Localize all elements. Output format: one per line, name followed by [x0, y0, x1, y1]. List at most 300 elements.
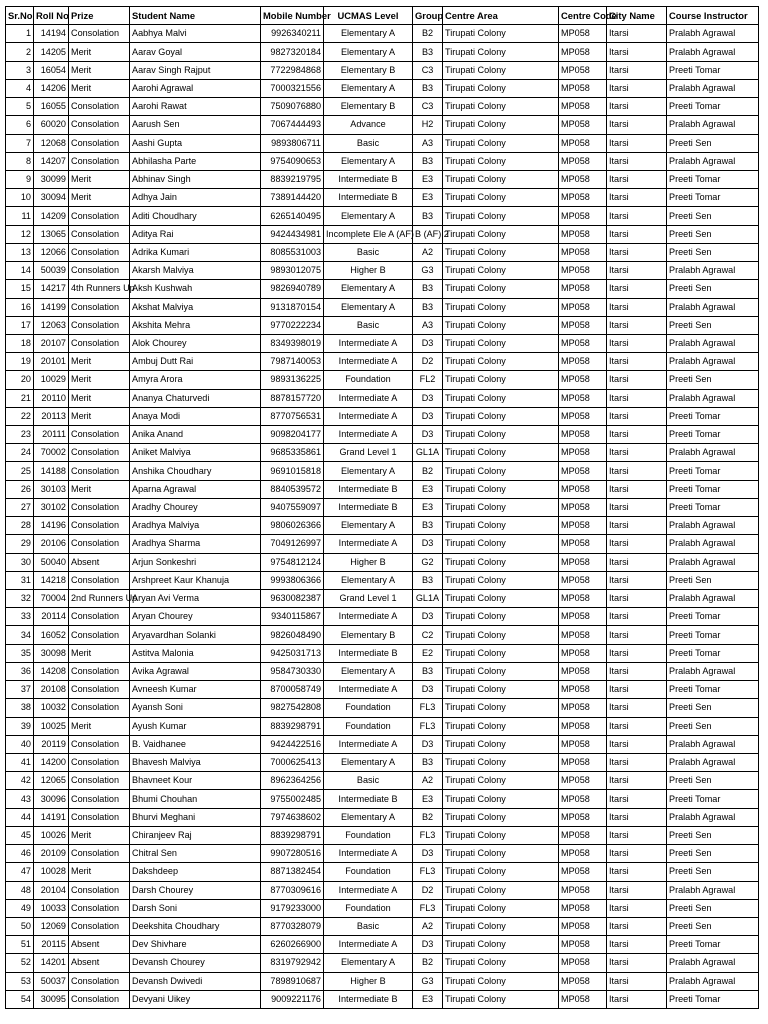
mobile-number-cell: 8085531003: [261, 243, 324, 261]
city-name-cell: Itarsi: [607, 498, 667, 516]
centre-area-cell: Tirupati Colony: [443, 280, 559, 298]
city-name-cell: Itarsi: [607, 972, 667, 990]
mobile-number-cell: 9755002485: [261, 790, 324, 808]
city-name-cell: Itarsi: [607, 426, 667, 444]
table-row: [6, 863, 759, 881]
table-row: [6, 881, 759, 899]
prize-cell: Consolation: [69, 772, 130, 790]
group-cell: E2: [413, 644, 443, 662]
course-instructor-cell: Pralabh Agrawal: [667, 808, 759, 826]
ucmas-level-cell: Intermediate A: [324, 881, 413, 899]
ucmas-level-cell: Elementary A: [324, 517, 413, 535]
ucmas-level-cell: Elementary A: [324, 43, 413, 61]
student-name-cell: Dev Shivhare: [130, 936, 261, 954]
roll-no-cell: 20110: [34, 389, 69, 407]
sr-no-cell: 34: [6, 626, 34, 644]
student-name-cell: Bhavesh Malviya: [130, 753, 261, 771]
header-prize: Prize: [69, 7, 130, 25]
roll-no-cell: 20108: [34, 681, 69, 699]
prize-cell: Consolation: [69, 134, 130, 152]
ucmas-level-cell: Elementary A: [324, 79, 413, 97]
ucmas-level-cell: Elementary A: [324, 25, 413, 43]
city-name-cell: Itarsi: [607, 535, 667, 553]
city-name-cell: Itarsi: [607, 298, 667, 316]
group-cell: D3: [413, 735, 443, 753]
city-name-cell: Itarsi: [607, 772, 667, 790]
centre-area-cell: Tirupati Colony: [443, 608, 559, 626]
city-name-cell: Itarsi: [607, 334, 667, 352]
mobile-number-cell: 9770222234: [261, 316, 324, 334]
city-name-cell: Itarsi: [607, 863, 667, 881]
course-instructor-cell: Pralabh Agrawal: [667, 753, 759, 771]
student-name-cell: Devyani Uikey: [130, 990, 261, 1008]
header-city-name: City Name: [607, 7, 667, 25]
city-name-cell: Itarsi: [607, 845, 667, 863]
centre-area-cell: Tirupati Colony: [443, 116, 559, 134]
group-cell: E3: [413, 189, 443, 207]
sr-no-cell: 30: [6, 553, 34, 571]
mobile-number-cell: 9425031713: [261, 644, 324, 662]
mobile-number-cell: 9893136225: [261, 371, 324, 389]
centre-area-cell: Tirupati Colony: [443, 170, 559, 188]
roll-no-cell: 16052: [34, 626, 69, 644]
centre-code-cell: MP058: [559, 498, 607, 516]
group-cell: D3: [413, 426, 443, 444]
course-instructor-cell: Preeti Sen: [667, 863, 759, 881]
centre-code-cell: MP058: [559, 25, 607, 43]
student-name-cell: Akshita Mehra: [130, 316, 261, 334]
prize-cell: Merit: [69, 644, 130, 662]
student-name-cell: Akshat Malviya: [130, 298, 261, 316]
table-row: [6, 98, 759, 116]
centre-area-cell: Tirupati Colony: [443, 444, 559, 462]
sr-no-cell: 4: [6, 79, 34, 97]
ucmas-level-cell: Grand Level 1: [324, 444, 413, 462]
ucmas-level-cell: Intermediate A: [324, 735, 413, 753]
mobile-number-cell: 9993806366: [261, 571, 324, 589]
prize-cell: Consolation: [69, 571, 130, 589]
centre-code-cell: MP058: [559, 79, 607, 97]
city-name-cell: Itarsi: [607, 134, 667, 152]
roll-no-cell: 20101: [34, 353, 69, 371]
ucmas-level-cell: Intermediate A: [324, 353, 413, 371]
ucmas-level-cell: Elementary B: [324, 626, 413, 644]
centre-area-cell: Tirupati Colony: [443, 98, 559, 116]
table-row: [6, 808, 759, 826]
centre-area-cell: Tirupati Colony: [443, 407, 559, 425]
roll-no-cell: 60020: [34, 116, 69, 134]
table-row: [6, 735, 759, 753]
roll-no-cell: 10026: [34, 826, 69, 844]
course-instructor-cell: Preeti Sen: [667, 316, 759, 334]
city-name-cell: Itarsi: [607, 170, 667, 188]
roll-no-cell: 50037: [34, 972, 69, 990]
ucmas-level-cell: Intermediate B: [324, 790, 413, 808]
prize-cell: Consolation: [69, 808, 130, 826]
group-cell: C2: [413, 626, 443, 644]
centre-code-cell: MP058: [559, 954, 607, 972]
centre-area-cell: Tirupati Colony: [443, 371, 559, 389]
sr-no-cell: 47: [6, 863, 34, 881]
course-instructor-cell: Preeti Sen: [667, 225, 759, 243]
centre-code-cell: MP058: [559, 808, 607, 826]
course-instructor-cell: Preeti Sen: [667, 917, 759, 935]
group-cell: B3: [413, 43, 443, 61]
sr-no-cell: 2: [6, 43, 34, 61]
ucmas-level-cell: Foundation: [324, 717, 413, 735]
student-name-cell: Aarav Singh Rajput: [130, 61, 261, 79]
prize-cell: Consolation: [69, 662, 130, 680]
centre-area-cell: Tirupati Colony: [443, 644, 559, 662]
centre-code-cell: MP058: [559, 517, 607, 535]
sr-no-cell: 7: [6, 134, 34, 152]
roll-no-cell: 70002: [34, 444, 69, 462]
prize-cell: Consolation: [69, 753, 130, 771]
ucmas-level-cell: Intermediate A: [324, 334, 413, 352]
ucmas-level-cell: Intermediate B: [324, 498, 413, 516]
centre-area-cell: Tirupati Colony: [443, 790, 559, 808]
mobile-number-cell: 8839298791: [261, 826, 324, 844]
city-name-cell: Itarsi: [607, 79, 667, 97]
course-instructor-cell: Pralabh Agrawal: [667, 334, 759, 352]
city-name-cell: Itarsi: [607, 207, 667, 225]
sr-no-cell: 49: [6, 899, 34, 917]
city-name-cell: Itarsi: [607, 662, 667, 680]
city-name-cell: Itarsi: [607, 43, 667, 61]
city-name-cell: Itarsi: [607, 753, 667, 771]
centre-area-cell: Tirupati Colony: [443, 881, 559, 899]
prize-cell: Merit: [69, 371, 130, 389]
mobile-number-cell: 9340115867: [261, 608, 324, 626]
roll-no-cell: 70004: [34, 590, 69, 608]
group-cell: B3: [413, 152, 443, 170]
ucmas-level-cell: Intermediate A: [324, 936, 413, 954]
group-cell: D2: [413, 353, 443, 371]
mobile-number-cell: 9685335861: [261, 444, 324, 462]
centre-code-cell: MP058: [559, 845, 607, 863]
group-cell: GL1A: [413, 444, 443, 462]
sr-no-cell: 11: [6, 207, 34, 225]
table-row: [6, 972, 759, 990]
course-instructor-cell: Pralabh Agrawal: [667, 662, 759, 680]
course-instructor-cell: Pralabh Agrawal: [667, 517, 759, 535]
ucmas-level-cell: Intermediate A: [324, 608, 413, 626]
centre-area-cell: Tirupati Colony: [443, 262, 559, 280]
city-name-cell: Itarsi: [607, 717, 667, 735]
roll-no-cell: 30099: [34, 170, 69, 188]
centre-code-cell: MP058: [559, 717, 607, 735]
table-row: [6, 170, 759, 188]
centre-area-cell: Tirupati Colony: [443, 845, 559, 863]
sr-no-cell: 51: [6, 936, 34, 954]
sr-no-cell: 32: [6, 590, 34, 608]
sr-no-cell: 48: [6, 881, 34, 899]
course-instructor-cell: Pralabh Agrawal: [667, 553, 759, 571]
student-name-cell: Aryavardhan Solanki: [130, 626, 261, 644]
prize-cell: Merit: [69, 353, 130, 371]
mobile-number-cell: 9691015818: [261, 462, 324, 480]
centre-code-cell: MP058: [559, 280, 607, 298]
prize-cell: Merit: [69, 407, 130, 425]
prize-cell: Consolation: [69, 25, 130, 43]
centre-code-cell: MP058: [559, 207, 607, 225]
ucmas-level-cell: Intermediate B: [324, 644, 413, 662]
table-row: [6, 43, 759, 61]
table-row: [6, 225, 759, 243]
table-row: [6, 517, 759, 535]
student-name-cell: Aashi Gupta: [130, 134, 261, 152]
sr-no-cell: 19: [6, 353, 34, 371]
student-name-cell: Aparna Agrawal: [130, 480, 261, 498]
prize-cell: Consolation: [69, 972, 130, 990]
centre-area-cell: Tirupati Colony: [443, 863, 559, 881]
table-row: [6, 116, 759, 134]
table-row: [6, 571, 759, 589]
roll-no-cell: 20111: [34, 426, 69, 444]
city-name-cell: Itarsi: [607, 316, 667, 334]
mobile-number-cell: 8770309616: [261, 881, 324, 899]
ucmas-level-cell: Basic: [324, 134, 413, 152]
table-row: [6, 826, 759, 844]
sr-no-cell: 53: [6, 972, 34, 990]
group-cell: B2: [413, 462, 443, 480]
course-instructor-cell: Pralabh Agrawal: [667, 116, 759, 134]
roll-no-cell: 10033: [34, 899, 69, 917]
centre-area-cell: Tirupati Colony: [443, 353, 559, 371]
student-name-cell: Akarsh Malviya: [130, 262, 261, 280]
mobile-number-cell: 8770328079: [261, 917, 324, 935]
city-name-cell: Itarsi: [607, 790, 667, 808]
centre-area-cell: Tirupati Colony: [443, 899, 559, 917]
ucmas-level-cell: Basic: [324, 917, 413, 935]
centre-code-cell: MP058: [559, 590, 607, 608]
ucmas-level-cell: Elementary A: [324, 571, 413, 589]
course-instructor-cell: Preeti Tomar: [667, 170, 759, 188]
course-instructor-cell: Pralabh Agrawal: [667, 972, 759, 990]
roll-no-cell: 16055: [34, 98, 69, 116]
centre-code-cell: MP058: [559, 316, 607, 334]
course-instructor-cell: Pralabh Agrawal: [667, 152, 759, 170]
table-row: [6, 426, 759, 444]
group-cell: E3: [413, 170, 443, 188]
centre-area-cell: Tirupati Colony: [443, 334, 559, 352]
group-cell: B3: [413, 662, 443, 680]
city-name-cell: Itarsi: [607, 280, 667, 298]
group-cell: A2: [413, 917, 443, 935]
centre-code-cell: MP058: [559, 444, 607, 462]
course-instructor-cell: Preeti Tomar: [667, 681, 759, 699]
student-name-cell: Chitral Sen: [130, 845, 261, 863]
roll-no-cell: 50039: [34, 262, 69, 280]
student-name-cell: B. Vaidhanee: [130, 735, 261, 753]
header-roll-no: Roll No: [34, 7, 69, 25]
mobile-number-cell: 7898910687: [261, 972, 324, 990]
course-instructor-cell: Preeti Tomar: [667, 608, 759, 626]
roll-no-cell: 14218: [34, 571, 69, 589]
ucmas-level-cell: Intermediate A: [324, 845, 413, 863]
student-name-cell: Aarav Goyal: [130, 43, 261, 61]
centre-code-cell: MP058: [559, 881, 607, 899]
course-instructor-cell: Preeti Sen: [667, 845, 759, 863]
centre-area-cell: Tirupati Colony: [443, 917, 559, 935]
prize-cell: Consolation: [69, 243, 130, 261]
group-cell: D3: [413, 407, 443, 425]
prize-cell: Merit: [69, 826, 130, 844]
student-name-cell: Ambuj Dutt Rai: [130, 353, 261, 371]
course-instructor-cell: Pralabh Agrawal: [667, 954, 759, 972]
centre-code-cell: MP058: [559, 116, 607, 134]
sr-no-cell: 37: [6, 681, 34, 699]
table-row: [6, 25, 759, 43]
table-row: [6, 371, 759, 389]
table-row: [6, 990, 759, 1008]
centre-code-cell: MP058: [559, 134, 607, 152]
mobile-number-cell: 8839298791: [261, 717, 324, 735]
table-row: [6, 936, 759, 954]
centre-area-cell: Tirupati Colony: [443, 189, 559, 207]
group-cell: B2: [413, 954, 443, 972]
table-row: [6, 899, 759, 917]
centre-code-cell: MP058: [559, 990, 607, 1008]
centre-area-cell: Tirupati Colony: [443, 426, 559, 444]
student-name-cell: Darsh Chourey: [130, 881, 261, 899]
course-instructor-cell: Preeti Sen: [667, 717, 759, 735]
city-name-cell: Itarsi: [607, 517, 667, 535]
student-name-cell: Aarush Sen: [130, 116, 261, 134]
sr-no-cell: 15: [6, 280, 34, 298]
course-instructor-cell: Preeti Tomar: [667, 407, 759, 425]
prize-cell: Consolation: [69, 626, 130, 644]
prize-cell: Consolation: [69, 426, 130, 444]
sr-no-cell: 38: [6, 699, 34, 717]
centre-code-cell: MP058: [559, 152, 607, 170]
mobile-number-cell: 9009221176: [261, 990, 324, 1008]
student-name-cell: Aditi Choudhary: [130, 207, 261, 225]
mobile-number-cell: 8840539572: [261, 480, 324, 498]
ucmas-level-cell: Intermediate B: [324, 480, 413, 498]
roll-no-cell: 10032: [34, 699, 69, 717]
course-instructor-cell: Preeti Sen: [667, 772, 759, 790]
group-cell: B3: [413, 517, 443, 535]
course-instructor-cell: Pralabh Agrawal: [667, 881, 759, 899]
centre-code-cell: MP058: [559, 353, 607, 371]
centre-code-cell: MP058: [559, 917, 607, 935]
ucmas-level-cell: Elementary A: [324, 280, 413, 298]
centre-area-cell: Tirupati Colony: [443, 225, 559, 243]
student-name-cell: Anshika Choudhary: [130, 462, 261, 480]
student-name-cell: Astitva Malonia: [130, 644, 261, 662]
group-cell: G3: [413, 972, 443, 990]
prize-cell: Merit: [69, 389, 130, 407]
ucmas-level-cell: Intermediate B: [324, 170, 413, 188]
prize-cell: 2nd Runners Up: [69, 590, 130, 608]
prize-cell: Merit: [69, 61, 130, 79]
prize-cell: Consolation: [69, 98, 130, 116]
roll-no-cell: 30103: [34, 480, 69, 498]
ucmas-level-cell: Higher B: [324, 972, 413, 990]
table-row: [6, 681, 759, 699]
group-cell: D3: [413, 936, 443, 954]
table-row: [6, 280, 759, 298]
student-name-cell: Dakshdeep: [130, 863, 261, 881]
group-cell: FL3: [413, 826, 443, 844]
sr-no-cell: 42: [6, 772, 34, 790]
roll-no-cell: 14201: [34, 954, 69, 972]
mobile-number-cell: 9131870154: [261, 298, 324, 316]
prize-cell: Consolation: [69, 517, 130, 535]
table-row: [6, 61, 759, 79]
course-instructor-cell: Pralabh Agrawal: [667, 444, 759, 462]
header-group: Group: [413, 7, 443, 25]
mobile-number-cell: 9907280516: [261, 845, 324, 863]
sr-no-cell: 8: [6, 152, 34, 170]
group-cell: D3: [413, 845, 443, 863]
mobile-number-cell: 6260266900: [261, 936, 324, 954]
student-name-cell: Avika Agrawal: [130, 662, 261, 680]
header-course-instructor: Course Instructor: [667, 7, 759, 25]
course-instructor-cell: Preeti Sen: [667, 826, 759, 844]
student-name-cell: Bhurvi Meghani: [130, 808, 261, 826]
mobile-number-cell: 7987140053: [261, 353, 324, 371]
centre-code-cell: MP058: [559, 899, 607, 917]
sr-no-cell: 22: [6, 407, 34, 425]
student-name-cell: Anaya Modi: [130, 407, 261, 425]
group-cell: E3: [413, 498, 443, 516]
mobile-number-cell: 7974638602: [261, 808, 324, 826]
prize-cell: Consolation: [69, 845, 130, 863]
roll-no-cell: 30098: [34, 644, 69, 662]
mobile-number-cell: 8878157720: [261, 389, 324, 407]
city-name-cell: Itarsi: [607, 571, 667, 589]
sr-no-cell: 35: [6, 644, 34, 662]
roll-no-cell: 20113: [34, 407, 69, 425]
course-instructor-cell: Preeti Sen: [667, 134, 759, 152]
roll-no-cell: 12068: [34, 134, 69, 152]
ucmas-level-cell: Foundation: [324, 699, 413, 717]
roll-no-cell: 14196: [34, 517, 69, 535]
student-name-cell: Ayansh Soni: [130, 699, 261, 717]
roll-no-cell: 20106: [34, 535, 69, 553]
course-instructor-cell: Preeti Sen: [667, 243, 759, 261]
sr-no-cell: 29: [6, 535, 34, 553]
table-row: [6, 262, 759, 280]
centre-area-cell: Tirupati Colony: [443, 79, 559, 97]
mobile-number-cell: 9407559097: [261, 498, 324, 516]
centre-code-cell: MP058: [559, 644, 607, 662]
mobile-number-cell: 7049126997: [261, 535, 324, 553]
table-row: [6, 389, 759, 407]
city-name-cell: Itarsi: [607, 644, 667, 662]
mobile-number-cell: 9893012075: [261, 262, 324, 280]
roll-no-cell: 20104: [34, 881, 69, 899]
sr-no-cell: 46: [6, 845, 34, 863]
prize-cell: Consolation: [69, 498, 130, 516]
sr-no-cell: 50: [6, 917, 34, 935]
roll-no-cell: 14206: [34, 79, 69, 97]
city-name-cell: Itarsi: [607, 462, 667, 480]
group-cell: C3: [413, 61, 443, 79]
centre-code-cell: MP058: [559, 753, 607, 771]
ucmas-level-cell: Elementary A: [324, 298, 413, 316]
sr-no-cell: 18: [6, 334, 34, 352]
ucmas-level-cell: Intermediate A: [324, 426, 413, 444]
city-name-cell: Itarsi: [607, 808, 667, 826]
student-name-cell: Aryan Avi Verma: [130, 590, 261, 608]
centre-area-cell: Tirupati Colony: [443, 571, 559, 589]
centre-area-cell: Tirupati Colony: [443, 316, 559, 334]
course-instructor-cell: Preeti Sen: [667, 371, 759, 389]
centre-code-cell: MP058: [559, 61, 607, 79]
